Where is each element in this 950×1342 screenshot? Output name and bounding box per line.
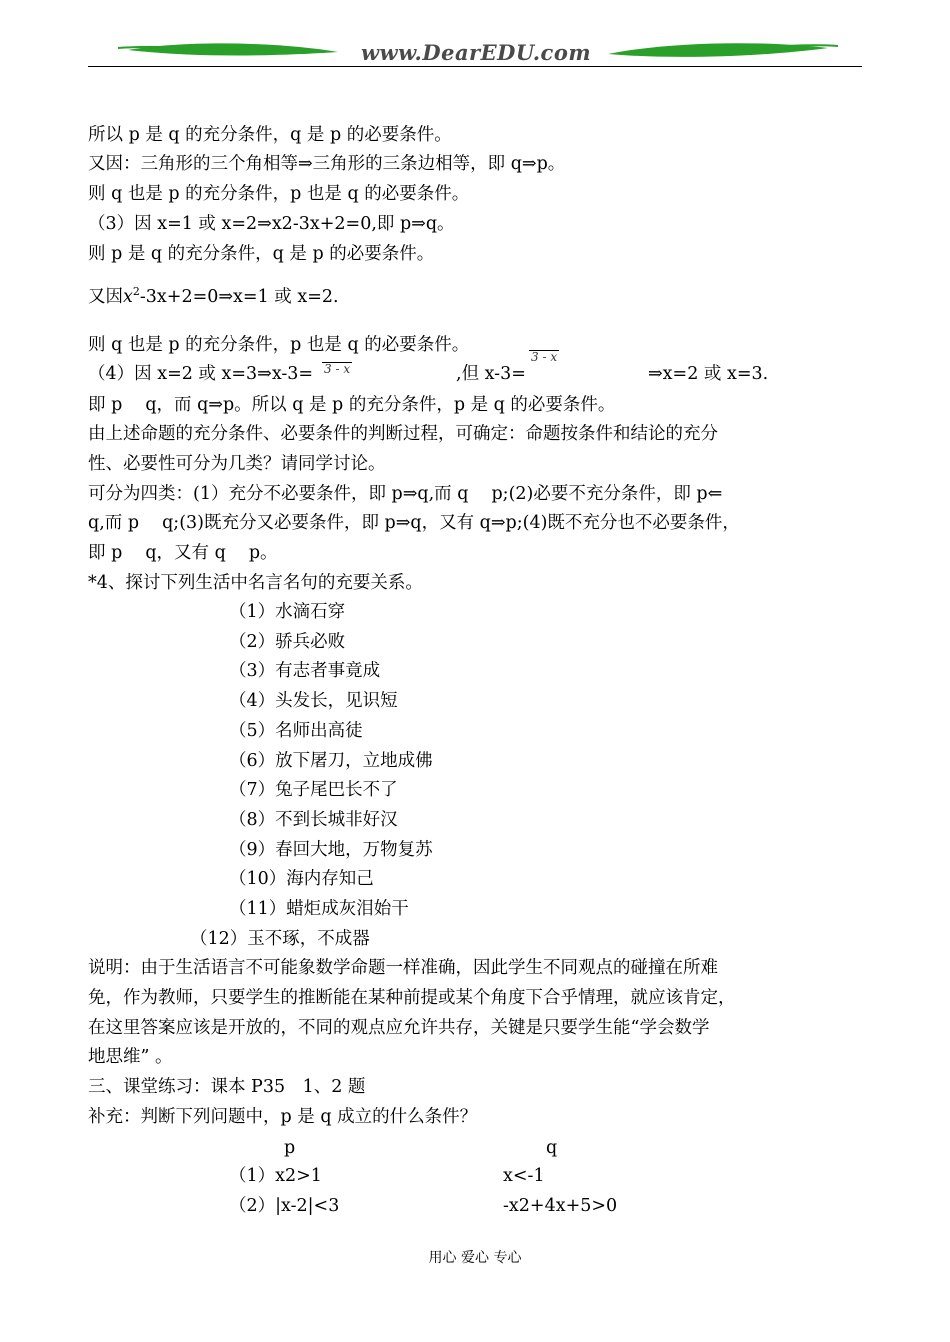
list-item: （4）头发长，见识短 <box>229 691 398 711</box>
text-line: 则 p 是 q 的充分条件，q 是 p 的必要条件。 <box>88 244 435 264</box>
text-line: 则 q 也是 p 的充分条件，p 也是 q 的必要条件。 <box>88 335 470 355</box>
text-fragment: ,但 x-3= <box>456 364 526 384</box>
text-fragment: 又因 <box>88 286 123 307</box>
text-line: 三、课堂练习：课本 P35 1、2 题 <box>88 1077 366 1097</box>
text-line <box>88 363 313 385</box>
text-fragment: ⇒x=2 或 x=3. <box>648 364 769 384</box>
list-item: （11）蜡炬成灰泪始干 <box>229 899 409 919</box>
text-line: 即 p q，而 q⇒p。所以 q 是 p 的充分条件，p 是 q 的必要条件。 <box>88 395 616 415</box>
list-item: （9）春回大地，万物复苏 <box>229 840 433 860</box>
list-item: （10）海内存知己 <box>229 869 374 889</box>
table-cell-q: -x2+4x+5>0 <box>503 1196 618 1216</box>
table-cell-p: （2）|x-2|<3 <box>229 1196 340 1216</box>
text-line: 地思维” 。 <box>88 1047 173 1067</box>
text-line: （3）因 x=1 或 x=2⇒x2-3x+2=0,即 p⇒q。 <box>88 214 455 234</box>
text-line: q,而 p q;(3)既充分又必要条件，即 p⇒q，又有 q⇒p;(4)既不充分也不必要条件， <box>88 513 740 533</box>
site-brand: www.DearEDU.com <box>360 40 592 65</box>
text-line: 性、必要性可分为几类？请同学讨论。 <box>88 454 386 474</box>
page-footer: 用心 爱心 专心 <box>428 1250 522 1266</box>
sqrt-expression: 3 - x <box>324 362 351 376</box>
text-line: 由上述命题的充分条件、必要条件的判断过程，可确定：命题按条件和结论的充分 <box>88 424 718 444</box>
text-line: 即 p q，又有 q p。 <box>88 543 278 563</box>
text-line: 所以 p 是 q 的充分条件，q 是 p 的必要条件。 <box>88 125 452 145</box>
text-line: 又因：三角形的三个角相等⇒三角形的三条边相等，即 q⇒p。 <box>88 154 566 174</box>
math-variable: x <box>123 286 133 307</box>
table-cell-q: x<-1 <box>503 1166 545 1186</box>
table-header-p: p <box>284 1138 296 1158</box>
list-item: （1）水滴石穿 <box>229 602 346 622</box>
text-fragment: （4）因 x=2 或 x=3⇒x-3= <box>88 364 314 384</box>
text-line: 在这里答案应该是开放的，不同的观点应允许共存，关键是只要学生能“学会数学 <box>88 1018 710 1038</box>
list-item: （7）兔子尾巴长不了 <box>229 780 398 800</box>
header-rule <box>88 66 862 67</box>
text-line: 说明：由于生活语言不可能象数学命题一样准确，因此学生不同观点的碰撞在所难 <box>88 958 718 978</box>
text-line: 免，作为教师，只要学生的推断能在某种前提或某个角度下合乎情理，就应该肯定， <box>88 988 736 1008</box>
text-line <box>88 281 339 308</box>
sqrt-expression: 3 - x <box>531 350 558 364</box>
text-fragment: -3x+2=0⇒x=1 或 x=2. <box>139 286 339 307</box>
table-cell-p: （1）x2>1 <box>229 1166 322 1186</box>
text-line: 可分为四类：(1）充分不必要条件，即 p⇒q,而 q p;(2)必要不充分条件，即 p⇐ <box>88 484 723 504</box>
list-item: （12）玉不琢，不成器 <box>190 929 370 949</box>
page-header <box>88 36 862 70</box>
math-superscript: 2 <box>132 285 140 298</box>
list-item: （6）放下屠刀，立地成佛 <box>229 751 433 771</box>
text-line: *4、探讨下列生活中名言名句的充要关系。 <box>88 573 423 593</box>
list-item: （2）骄兵必败 <box>229 632 346 652</box>
list-item: （3）有志者事竟成 <box>229 661 381 681</box>
table-header-q: q <box>546 1138 558 1158</box>
list-item: （8）不到长城非好汉 <box>229 810 398 830</box>
list-item: （5）名师出高徒 <box>229 721 363 741</box>
text-line: 补充：判断下列问题中，p 是 q 成立的什么条件？ <box>88 1107 478 1127</box>
text-line: 则 q 也是 p 的充分条件，p 也是 q 的必要条件。 <box>88 184 470 204</box>
